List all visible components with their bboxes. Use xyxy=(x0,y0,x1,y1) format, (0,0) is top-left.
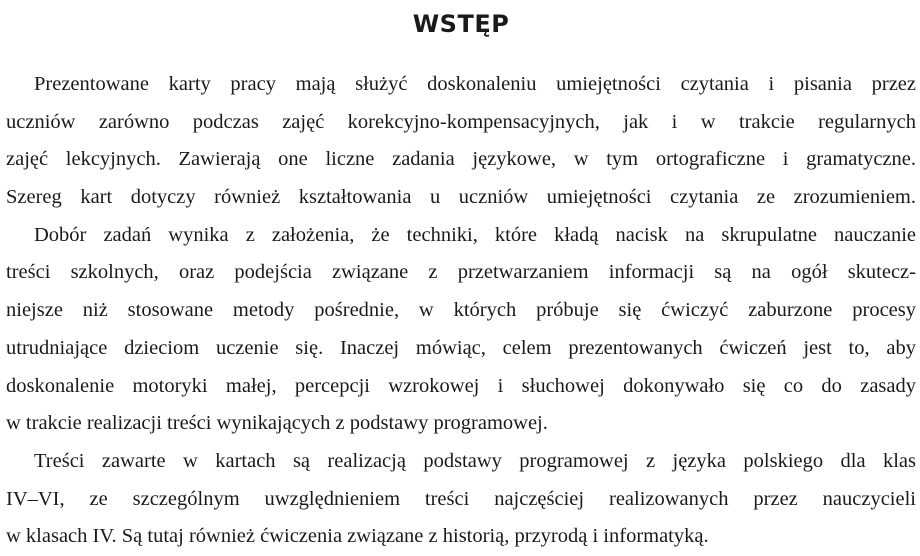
page-title: WSTĘP xyxy=(412,10,510,38)
paragraph-2-line-5: doskonalenie motoryki małej, percepcji wzrokowej i słuchowej dokonywało się co do zasady xyxy=(6,374,916,397)
paragraph-1-line-1: Prezentowane karty pracy mają służyć doskonaleniu umiejętności czytania i pisania przez xyxy=(34,73,916,95)
paragraph-3-line-1: Treści zawarte w kartach są realizacją podstawy programowej z języka polskiego dla klas xyxy=(34,449,916,472)
paragraph-3-line-2: IV–VI, ze szczególnym uwzględnieniem treści najczęściej realizowanych przez nauczycieli xyxy=(6,487,916,510)
paragraph-2-line-1: Dobór zadań wynika z założenia, że techniki, które kładą nacisk na skrupulatne nauczanie xyxy=(34,223,916,246)
paragraph-3-line-3: w klasach IV. Są tutaj również ćwiczenia związane z historią, przyrodą i informatyką. xyxy=(6,525,709,548)
paragraph-1-line-4: Szereg kart dotyczy również kształtowania u uczniów umiejętności czytania ze zrozumieniem. xyxy=(6,186,916,209)
paragraph-2-line-6: w trakcie realizacji treści wynikających z podstawy programowej. xyxy=(6,412,548,435)
paragraph-1-line-2: uczniów zarówno podczas zajęć korekcyjno-kompensacyjnych, jak i w trakcie regularnych xyxy=(6,110,916,133)
paragraph-1-line-3: zajęć lekcyjnych. Zawierają one liczne zadania językowe, w tym ortograficzne i gramatyczne. xyxy=(6,148,916,171)
paragraph-2-line-2: treści szkolnych, oraz podejścia związane z przetwarzaniem informacji są na ogół skutecz- xyxy=(6,261,916,284)
document-body xyxy=(6,66,916,556)
paragraph-2-line-3: niejsze niż stosowane metody pośrednie, w których próbuje się ćwiczyć zaburzone procesy xyxy=(6,299,916,322)
paragraph-2-line-4: utrudniające dzieciom uczenie się. Inaczej mówiąc, celem prezentowanych ćwiczeń jest to, aby xyxy=(6,336,916,359)
